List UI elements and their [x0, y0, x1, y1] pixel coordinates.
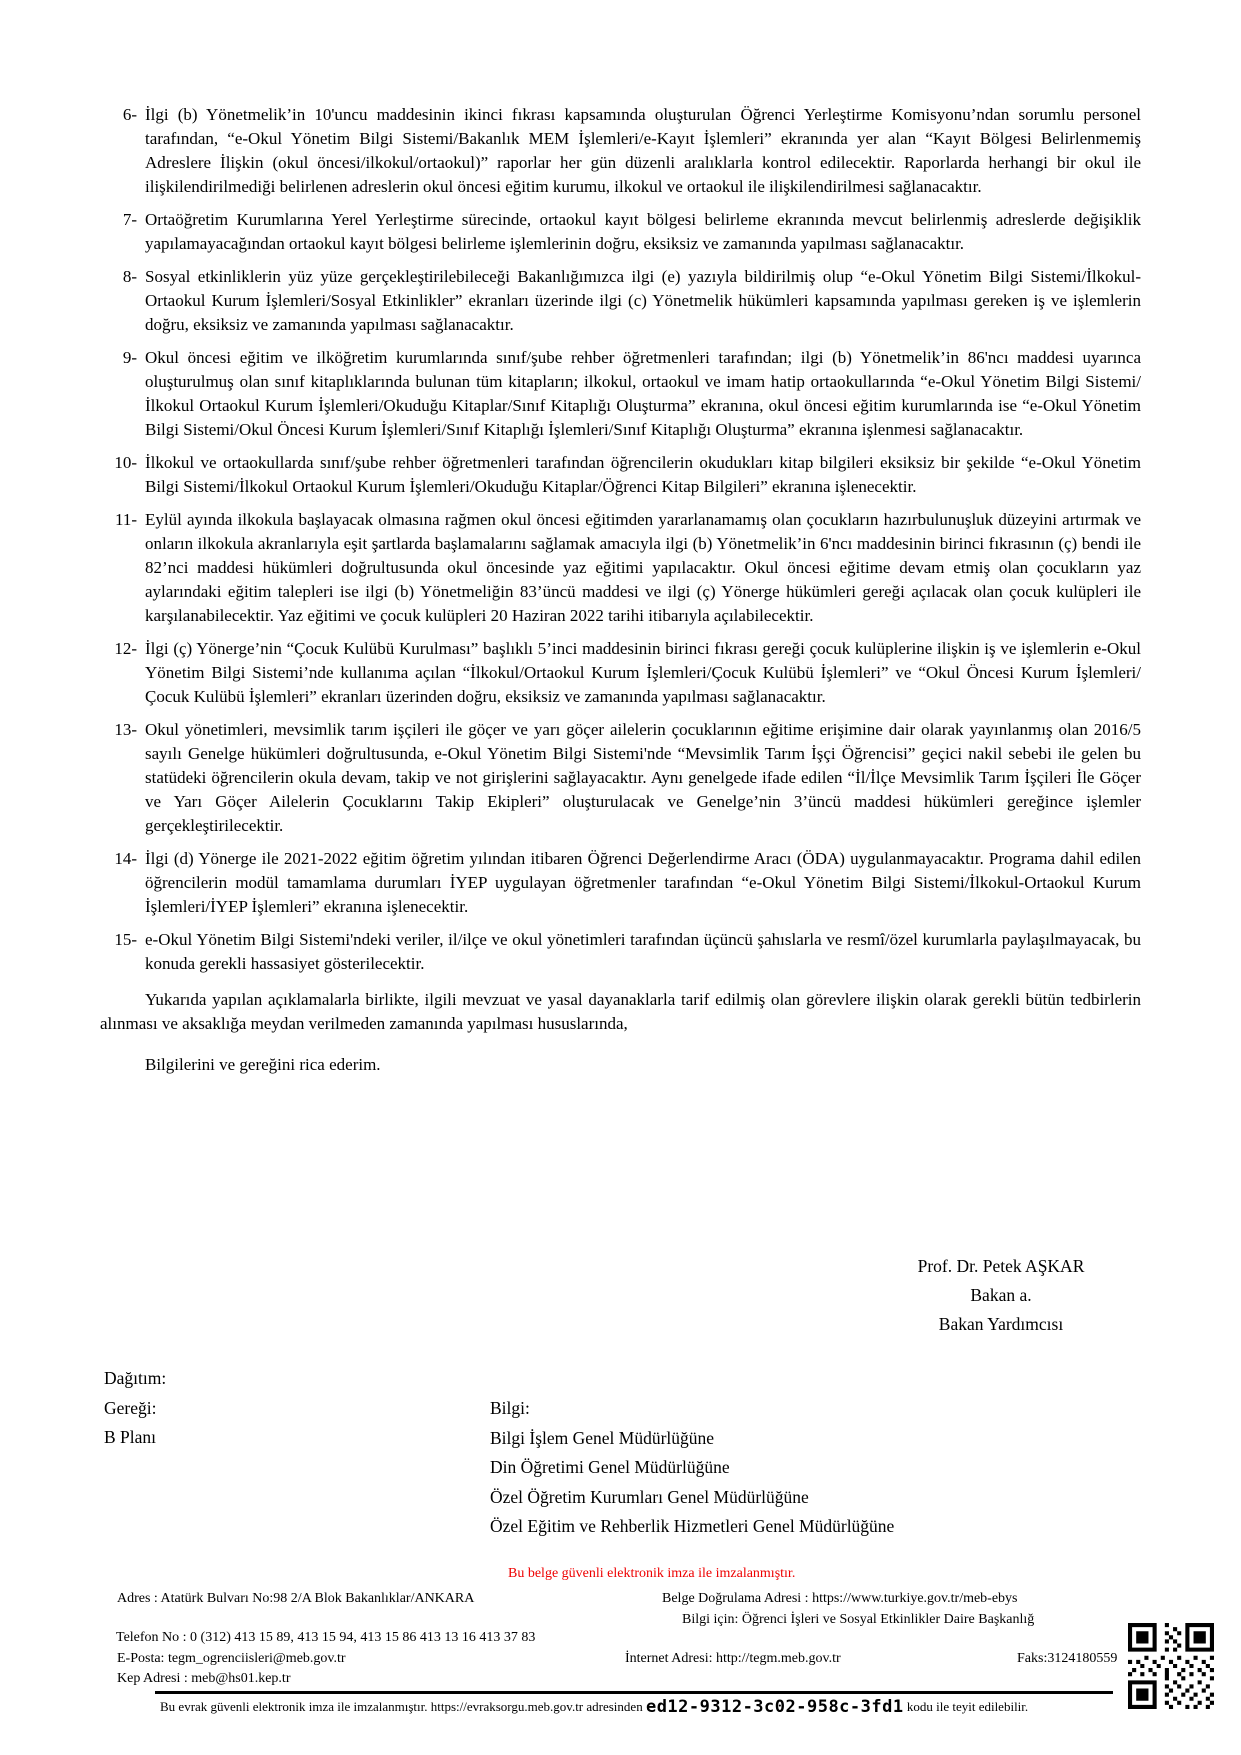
item-number: 6- [122, 105, 137, 124]
footer-divider [155, 1691, 1113, 1694]
item-number: 12- [114, 639, 137, 658]
item-text: İlgi (b) Yönetmelik’in 10'uncu maddesinin ikinci fıkrası kapsamında oluşturulan Öğrenci Yerleştirme Komisyonu’ndan sorumlu personel tarafından, “e-Okul Yönetim Bilgi Sistemi/Bakanlık MEM İşlemleri/e-Kayıt İşlemleri” ekranında yer alan “Kayıt Bölgesi Belirlenmemiş Adreslere İlişkin (okul öncesi/ilkokul/ortaokul)” raporlar her gün düzenli aralıklarla kontrol edilecektir. Raporlarda herhangi bir okul ile ilişkilendirilmediği belirlenen adreslerin okul öncesi eğitim kurumu, ilkokul ve ortaokul ile ilişkilendirilmesi sağlanacaktır. [145, 105, 1141, 196]
qr-code [1128, 1623, 1214, 1709]
item-number: 14- [114, 849, 137, 868]
list-item [100, 451, 1141, 499]
item-number: 10- [114, 453, 137, 472]
footer-address: Adres : Atatürk Bulvarı No:98 2/A Blok Bakanlıklar/ANKARA [117, 1591, 475, 1606]
item-text: Sosyal etkinliklerin yüz yüze gerçekleştirilebileceği Bakanlığımızca ilgi (e) yazıyla bildirilmiş olup “e-Okul Yönetim Bilgi Sistemi/İlkokul-Ortaokul Kurum İşlemleri/Sosyal Etkinlikler” ekranları üzerinde ilgi (c) Yönetmelik hükümleri kapsamında yapılması gereken iş ve işlemlerin doğru, eksiksiz ve zamanında yapılması sağlanacaktır. [145, 267, 1141, 334]
verification-line [160, 1697, 1120, 1717]
footer-phone: Telefon No : 0 (312) 413 15 89, 413 15 94, 413 15 86 413 13 16 413 37 83 [116, 1630, 536, 1645]
signer-title: Bakan Yardımcısı [938, 1314, 1064, 1334]
footer-kep-address: Kep Adresi : meb@hs01.kep.tr [117, 1671, 291, 1686]
distribution-bilgi-item: Özel Eğitim ve Rehberlik Hizmetleri Genel Müdürlüğüne [490, 1516, 895, 1536]
item-number: 15- [114, 930, 137, 949]
item-number: 11- [114, 510, 137, 529]
signer-name: Prof. Dr. Petek AŞKAR [917, 1256, 1085, 1276]
signature-block [896, 1252, 1106, 1339]
item-text: Okul yönetimleri, mevsimlik tarım işçileri ile göçer ve yarı göçer ailelerin çocuklarının eğitime erişimine dair olarak yayınlanmış olan 2016/5 sayılı Genelge hükümleri doğrultusunda, e-Okul Yönetim Bilgi Sistemi'nde “Mevsimlik Tarım İşçi Öğrencisi” geçici nakil sebebi ile gelen bu statüdeki öğrencilerin okula devam, takip ve not girişlerini sağlayacaktır. Aynı genelgede ifade edilen “İl/İlçe Mevsimlik Tarım İşçileri İle Göçer ve Yarı Göçer Ailelerin Çocuklarını Takip Ekipleri” oluşturulacak ve Genelge’nin 3’üncü maddesi hükümleri gereğince işlemler gerçekleştirilecektir. [145, 720, 1141, 835]
item-text: Okul öncesi eğitim ve ilköğretim kurumlarında sınıf/şube rehber öğretmenleri tarafından; ilgi (b) Yönetmelik’in 86'ncı maddesi uyarınca oluşturulmuş olan sınıf kitaplıklarında bulunan tüm kitapların; ilkokul, ortaokul ve imam hatip ortaokullarında “e-Okul Yönetim Bilgi Sistemi/İlkokul Ortaokul Kurum İşlemleri/Okuduğu Kitaplar/Sınıf Kitaplığı Oluşturma” ekranına, okul öncesi eğitim kurumlarında ise “e-Okul Yönetim Bilgi Sistemi/Okul Öncesi Kurum İşlemleri/Sınıf Kitaplığı İşlemleri/Sınıf Kitaplığı Oluşturma” ekranına işlenmesi sağlanacaktır. [145, 348, 1141, 439]
distribution-bilgi-item: Özel Öğretim Kurumları Genel Müdürlüğüne [490, 1486, 809, 1507]
distribution-bilgi-item: Din Öğretimi Genel Müdürlüğüne [490, 1457, 730, 1477]
distribution-right [490, 1394, 894, 1542]
list-item [100, 718, 1141, 838]
signer-on-behalf: Bakan a. [970, 1285, 1032, 1305]
item-text: İlkokul ve ortaokullarda sınıf/şube rehber öğretmenleri tarafından öğrencilerin okudukları kitap bilgileri eksiksiz bir şekilde “e-Okul Yönetim Bilgi Sistemi/İlkokul Ortaokul Kurum İşlemleri/Okuduğu Kitaplar/Öğrenci Kitap Bilgileri” ekranına işlenecektir. [145, 453, 1141, 496]
item-text: Ortaöğretim Kurumlarına Yerel Yerleştirme sürecinde, ortaokul kayıt bölgesi belirleme ekranında mevcut belirlenmiş adreslerde değişiklik yapılamayacağından ortaokul kayıt bölgesi belirleme işlemlerinin doğru, eksiksiz ve zamanında yapılması sağlanacaktır. [145, 210, 1141, 253]
footer-info-for: Bilgi için: Öğrenci İşleri ve Sosyal Etkinlikler Daire Başkanlığ [682, 1612, 1035, 1627]
item-number: 9- [122, 348, 137, 367]
closing-paragraph: Yukarıda yapılan açıklamalarla birlikte, ilgili mevzuat ve yasal dayanaklarla tarif edilmiş olan görevlere ilişkin olarak gerekli bütün tedbirlerin alınması ve aksaklığa meydan verilmeden zamanında yapılması hususlarında, [100, 990, 1141, 1033]
request-line: Bilgilerini ve gereğini rica ederim. [145, 1055, 381, 1074]
verification-code: ed12-9312-3c02-958c-3fd1 [645, 1697, 904, 1717]
list-item [100, 847, 1141, 919]
item-text: İlgi (ç) Yönerge’nin “Çocuk Kulübü Kurulması” başlıklı 5’inci maddesinin birinci fıkrası gereği çocuk kulüplerine ilişkin iş ve işlemlerin e-Okul Yönetim Bilgi Sistemi’nde kullanıma açılan “İlkokul/Ortaokul Kurum İşlemleri/Çocuk Kulübü İşlemleri” ve “Okul Öncesi Kurum İşlemleri/Çocuk Kulübü İşlemleri” ekranları üzerinden doğru, eksiksiz ve zamanında yapılması sağlanacaktır. [145, 639, 1141, 706]
verification-suffix: kodu ile teyit edilebilir. [906, 1699, 1029, 1714]
footer-fax: Faks:3124180559 [1017, 1651, 1118, 1666]
letter-body [100, 103, 1141, 1094]
verification-prefix: Bu evrak güvenli elektronik imza ile imzalanmıştır. https://evraksorgu.meb.gov.tr adresinden [160, 1699, 643, 1714]
distribution-heading: Dağıtım: [104, 1368, 167, 1388]
list-item [100, 508, 1141, 628]
item-number: 8- [122, 267, 137, 286]
list-item [100, 103, 1141, 199]
list-item [100, 637, 1141, 709]
item-text: İlgi (d) Yönerge ile 2021-2022 eğitim öğretim yılından itibaren Öğrenci Değerlendirme Aracı (ÖDA) uygulanmayacaktır. Programa dahil edilen öğrencilerin modül tamamlama durumları İYEP uygulayan öğretmenler tarafından “e-Okul Yönetim Bilgi Sistemi/İlkokul-Ortaokul Kurum İşlemleri/İYEP İşlemleri” ekranına işlenecektir. [145, 849, 1141, 916]
item-text: e-Okul Yönetim Bilgi Sistemi'ndeki veriler, il/ilçe ve okul yönetimleri tarafından üçüncü şahıslarla ve resmî/özel kurumlarla paylaşılmayacak, bu konuda gerekli hassasiyet gösterilecektir. [145, 930, 1141, 973]
footer-internet-address: İnternet Adresi: http://tegm.meb.gov.tr [625, 1651, 841, 1666]
list-item [100, 265, 1141, 337]
item-text: Eylül ayında ilkokula başlayacak olmasına rağmen okul öncesi eğitimden yararlanamamış olan çocukların hazırbulunuşluk düzeyini artırmak ve onların ilkokula akranlarıyla eşit şartlarda başlamalarını sağlamak amacıyla ilgi (b) Yönetmelik’in 6'ncı maddesinin birinci fıkrasının (ç) bendi ile 82’nci maddesi hükümleri doğrultusunda okul öncesinde yaz eğitimi yapılacaktır. Okul öncesi eğitime devam etmiş olan çocukların yaz aylarındaki eğitim talepleri ise ilgi (b) Yönetmeliğin 83’üncü maddesi ve ilgi (ç) Yönerge hükümleri gereği açılacak olan çocuk kulüpleri ile karşılanabilecektir. Yaz eğitimi ve çocuk kulüpleri 20 Haziran 2022 tarihi itibarıyla açılabilecektir. [145, 510, 1141, 625]
distribution-geregi-item: B Planı [104, 1427, 157, 1447]
footer-verify-address: Belge Doğrulama Adresi : https://www.turkiye.gov.tr/meb-ebys [662, 1591, 1018, 1606]
list-item [100, 208, 1141, 256]
distribution-geregi-heading: Gereği: [104, 1397, 157, 1418]
list-item [100, 346, 1141, 442]
list-item [100, 928, 1141, 976]
distribution-left [104, 1364, 166, 1453]
distribution-bilgi-item: Bilgi İşlem Genel Müdürlüğüne [490, 1427, 715, 1448]
item-number: 7- [122, 210, 137, 229]
footer-email: E-Posta: tegm_ogrenciisleri@meb.gov.tr [117, 1651, 346, 1666]
distribution-bilgi-heading: Bilgi: [490, 1398, 530, 1418]
item-number: 13- [114, 720, 137, 739]
esign-notice: Bu belge güvenli elektronik imza ile imzalanmıştır. [508, 1566, 796, 1581]
